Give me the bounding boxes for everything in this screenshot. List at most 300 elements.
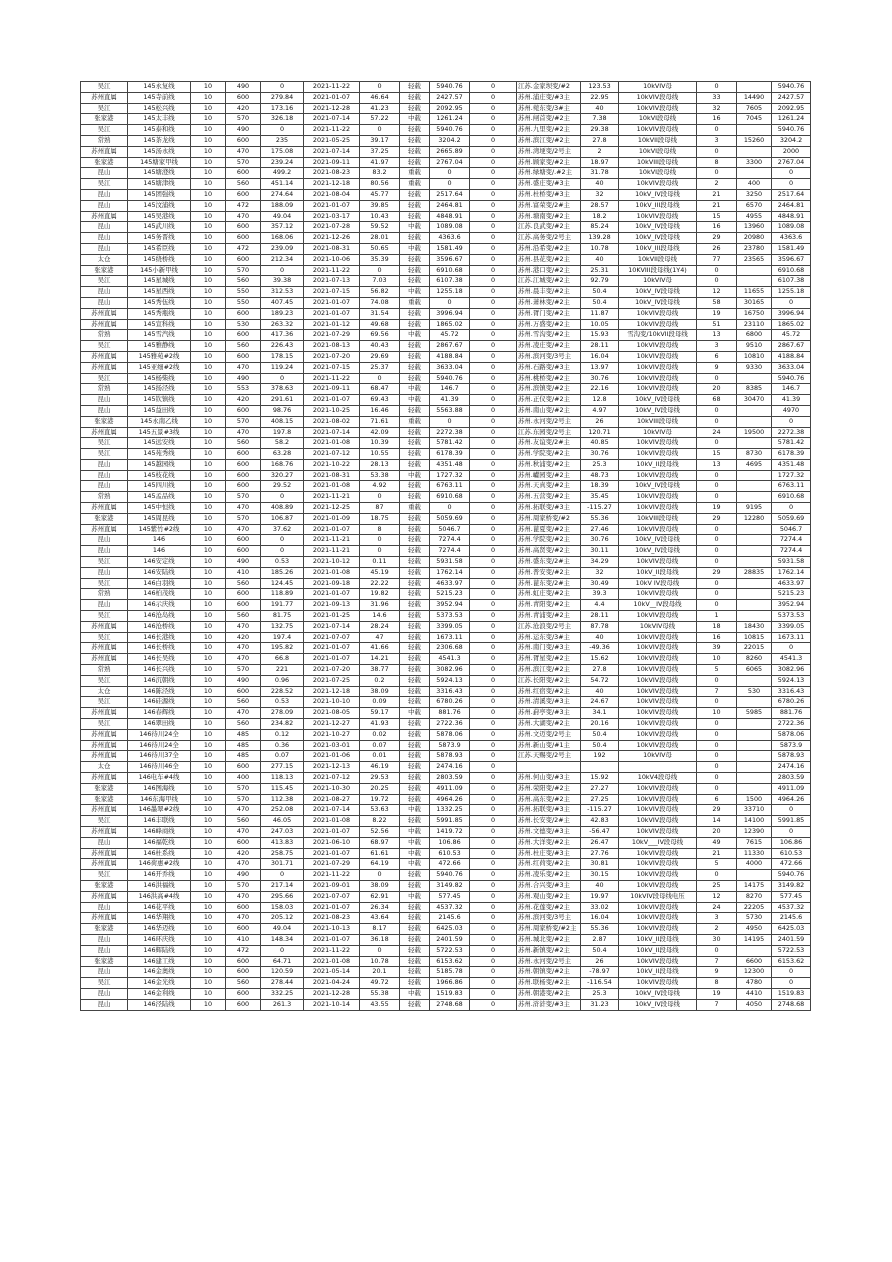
table-cell: 2 [697,179,737,190]
table-cell: 10kV_IV段母线 [619,189,697,200]
table-cell: 10kV___IV段母线 [619,837,697,848]
table-cell: 32 [581,189,619,200]
table-cell: 10kVI段母线 [619,146,697,157]
table-cell: 苏州.盛庄变/#3主 [517,179,581,190]
table-cell: 25 [697,880,737,891]
table-cell: 600 [226,902,261,913]
table-cell: 昆山 [81,222,128,233]
table-cell: 10kV_IV段母线 [619,999,697,1010]
table-cell: 2021-12-26 [304,233,360,244]
table-cell: 239.09 [261,243,304,254]
table-cell: 106.87 [261,513,304,524]
table-cell: 0 [772,503,811,514]
table-cell: 6153.62 [430,956,470,967]
table-cell: 5940.76 [772,125,811,136]
table-cell: 苏州.沿希变/#2主 [517,243,581,254]
table-cell: 560 [226,578,261,589]
table-cell: 8 [360,524,400,535]
table-cell: 400 [737,179,772,190]
table-cell: 10 [191,449,226,460]
table-cell: 0 [470,708,517,719]
table-cell: 226.43 [261,341,304,352]
table-cell: 2021-10-12 [304,557,360,568]
table-cell: 9 [697,967,737,978]
table-cell: 2021-07-07 [304,632,360,643]
table-cell: 18430 [737,621,772,632]
table-cell: 轻载 [400,449,430,460]
table-cell: 0 [470,481,517,492]
table-cell: 43.64 [360,913,400,924]
table-cell: 600 [226,967,261,978]
table-cell: 19500 [737,427,772,438]
table-cell: 32 [697,103,737,114]
table-cell: 苏州.浦庄变/#3主 [517,92,581,103]
table-cell: 30.81 [581,859,619,870]
table-cell: 10kVIV段母线 [619,524,697,535]
table-cell: 苏州.顾家变/#2主 [517,157,581,168]
table-cell [737,373,772,384]
table-row [81,254,811,265]
table-cell: 22.22 [360,578,400,589]
table-cell: 0 [470,643,517,654]
table-cell: 苏州.荣阳变/#2主 [517,783,581,794]
table-cell: 2021-11-21 [304,492,360,503]
table-cell: 苏州直属 [81,427,128,438]
table-cell: 146待川24全 [128,729,191,740]
table-cell: 6570 [737,200,772,211]
table-cell: 16 [697,114,737,125]
table-cell: 145枝花线 [128,470,191,481]
table-cell: 145团强线 [128,189,191,200]
table-cell: 145绕桥线 [128,254,191,265]
table-cell: 0 [470,999,517,1010]
table-cell: 7.38 [581,114,619,125]
table-cell: 146白羽线 [128,578,191,589]
table-cell: 10 [191,783,226,794]
table-cell: 14490 [737,92,772,103]
table-cell: 3082.96 [772,665,811,676]
table-cell: 0 [470,913,517,924]
table-cell: 46.64 [360,92,400,103]
table-cell: 轻载 [400,513,430,524]
table-cell: 2021-07-12 [304,773,360,784]
table-cell: 10 [191,924,226,935]
table-cell: 10 [191,719,226,730]
table-cell: 40 [581,686,619,697]
table-cell: 39.3 [581,589,619,600]
table-cell: 0 [360,125,400,136]
table-cell: 苏州.南山变/#2主 [517,405,581,416]
table-cell: 2021-01-08 [304,438,360,449]
table-cell: 14.21 [360,654,400,665]
table-cell: 10kVIV段母线 [619,924,697,935]
table-cell: 2021-01-07 [304,848,360,859]
table-cell: 7 [697,999,737,1010]
table-cell: 10.05 [581,319,619,330]
table-cell: 123.53 [581,82,619,93]
table-cell: 146福乾线 [128,837,191,848]
table-cell: 轻载 [400,265,430,276]
table-cell: 昆山 [81,546,128,557]
table-cell: 2.87 [581,934,619,945]
table-cell: 2464.81 [772,200,811,211]
table-cell [737,762,772,773]
table-cell: 常熟 [81,330,128,341]
table-row [81,189,811,200]
table-cell: 0 [470,254,517,265]
table-cell: 苏州.长安变/2#主 [517,816,581,827]
table-cell: 5931.58 [772,557,811,568]
table-cell: 2092.95 [430,103,470,114]
table-cell: 61.61 [360,848,400,859]
table-cell: 263.32 [261,319,304,330]
table-cell: 50.4 [581,945,619,956]
table-cell: 轻载 [400,157,430,168]
table-cell: 0 [772,297,811,308]
table-cell: 8260 [737,654,772,665]
table-row [81,837,811,848]
table-cell: 昆山 [81,902,128,913]
table-row [81,978,811,989]
table-cell: 5781.42 [430,438,470,449]
table-cell: 490 [226,82,261,93]
table-cell: 28.11 [581,611,619,622]
table-cell: 10 [191,179,226,190]
table-row [81,578,811,589]
table-row [81,114,811,125]
table-cell: 146.7 [430,384,470,395]
table-cell: 10kV__IV段母线 [619,600,697,611]
table-cell [737,578,772,589]
table-cell: 40 [581,103,619,114]
table-cell: 2021-07-12 [304,449,360,460]
table-cell: 2021-01-07 [304,902,360,913]
table-cell: 7045 [737,114,772,125]
table-cell: 2021-11-22 [304,125,360,136]
table-cell: 10kVIV段母线 [619,859,697,870]
table-cell: 0 [470,880,517,891]
table-cell: 轻载 [400,524,430,535]
table-cell: 中载 [400,287,430,298]
table-cell: 10 [191,254,226,265]
table-cell: 106.86 [430,837,470,848]
table-cell: 10 [191,578,226,589]
table-cell: 江苏.长阳变/#2主 [517,675,581,686]
table-cell: 常熟 [81,589,128,600]
table-cell: 7274.4 [430,546,470,557]
table-cell: 29 [697,233,737,244]
table-cell: 2401.59 [430,934,470,945]
table-cell: 0 [470,978,517,989]
table-cell: 0 [470,719,517,730]
table-cell: 0 [470,816,517,827]
table-cell: 19 [697,308,737,319]
table-cell: 3204.2 [772,135,811,146]
table-cell: 苏州.学院变/#2主 [517,535,581,546]
table-cell: 400 [226,773,261,784]
table-cell: 0 [470,697,517,708]
table-cell: 472.66 [430,859,470,870]
table-cell: 146墨翠#2线 [128,805,191,816]
table-cell: 7274.4 [430,535,470,546]
table-cell [737,611,772,622]
table-row [81,384,811,395]
table-cell: 0 [470,934,517,945]
table-cell: 昆山 [81,200,128,211]
table-cell: 145永复线 [128,82,191,93]
table-cell: 4363.6 [430,233,470,244]
table-row [81,967,811,978]
table-cell: 10kV_IV段母线 [619,233,697,244]
table-cell: 124.45 [261,578,304,589]
table-cell: 昆山 [81,459,128,470]
table-cell: 10 [191,870,226,881]
table-cell: 6 [697,794,737,805]
table-cell: 41.39 [430,395,470,406]
table-cell: 191.77 [261,600,304,611]
table-cell [737,470,772,481]
table-cell: 昆山 [81,988,128,999]
table-cell: 29.38 [581,125,619,136]
table-cell: 2021-01-07 [304,654,360,665]
table-cell: 32 [581,567,619,578]
table-cell: 145泰和线 [128,125,191,136]
table-cell: 0 [470,287,517,298]
table-cell: 0 [697,470,737,481]
table-cell: 10 [191,751,226,762]
table-cell: 轻载 [400,92,430,103]
table-cell: 6780.26 [430,697,470,708]
table-cell: 145希臣线 [128,243,191,254]
table-cell: 10 [191,999,226,1010]
table-cell: 25.3 [581,988,619,999]
table-cell: 145苑秀线 [128,449,191,460]
table-cell: 2021-06-10 [304,837,360,848]
table-cell: 0 [470,416,517,427]
table-cell: 0 [470,297,517,308]
table-cell: 轻载 [400,762,430,773]
table-cell: 139.28 [581,233,619,244]
table-cell: 轻载 [400,233,430,244]
table-cell: 轻载 [400,632,430,643]
table-cell: 10kVIV段母线 [619,848,697,859]
table-cell: 146待川24全 [128,740,191,751]
table-cell: 146华翔线 [128,913,191,924]
table-cell: 2021-11-22 [304,373,360,384]
table-cell: 6107.38 [430,276,470,287]
table-cell: 45.72 [772,330,811,341]
table-cell: 115.45 [261,783,304,794]
table-cell: 29.52 [261,481,304,492]
table-cell: 2092.95 [772,103,811,114]
table-cell: 10810 [737,351,772,362]
table-cell: 2748.68 [430,999,470,1010]
table-cell: 10 [697,654,737,665]
table-cell: 410 [226,567,261,578]
table-cell: 轻载 [400,945,430,956]
table-cell: 145汤永线 [128,146,191,157]
table-cell: 4541.3 [772,654,811,665]
table-cell: 10 [191,654,226,665]
table-cell: 2517.64 [430,189,470,200]
table-cell: 苏州.桃桥变/#2主 [517,373,581,384]
table-cell: 10 [191,135,226,146]
table-cell: 0 [697,125,737,136]
table-cell: 10 [191,92,226,103]
table-row [81,945,811,956]
table-cell: 145宣科线 [128,319,191,330]
table-cell: 苏州直属 [81,773,128,784]
table-cell: 145四川线 [128,481,191,492]
table-row [81,913,811,924]
table-cell: 7 [697,956,737,967]
table-cell: 10kVIV段母线 [619,211,697,222]
table-cell: 轻载 [400,308,430,319]
table-cell: 重载 [400,503,430,514]
table-cell: 10 [191,168,226,179]
table-cell: 苏州直属 [81,740,128,751]
table-cell: 56.82 [360,287,400,298]
table-cell: 0 [697,405,737,416]
table-cell: 20.16 [581,719,619,730]
table-cell: 苏州.文迈变/2号主 [517,729,581,740]
table-cell: 12 [697,287,737,298]
table-cell: 10 [191,82,226,93]
table-cell: 28835 [737,567,772,578]
table-cell: 吴江 [81,449,128,460]
table-cell: 530 [226,319,261,330]
table-cell: 279.84 [261,92,304,103]
table-cell: 39.38 [261,276,304,287]
table-cell: 轻载 [400,405,430,416]
table-cell: 0.01 [360,751,400,762]
table-cell: 600 [226,956,261,967]
table-cell: 10 [191,611,226,622]
table-cell: 10kVIV段母线 [619,384,697,395]
table-cell: 10kVIV段母线 [619,470,697,481]
table-cell: 10kV_IV段母线 [619,546,697,557]
table-cell: 31.54 [360,308,400,319]
table-cell: 轻载 [400,967,430,978]
table-cell: 6910.68 [430,265,470,276]
table-cell: 苏州.胥星变/#2主 [517,654,581,665]
table-cell: 10 [191,988,226,999]
table-cell: 10 [191,265,226,276]
table-cell [737,146,772,157]
table-cell: 10kVIV段母线 [619,449,697,460]
table-row [81,524,811,535]
table-cell: 146金光线 [128,978,191,989]
table-cell: 295.66 [261,891,304,902]
table-cell: 2021-10-25 [304,405,360,416]
table-cell: 0 [470,546,517,557]
table-cell: 2464.81 [430,200,470,211]
table-cell: 苏州.萧林变/#2主 [517,297,581,308]
table-cell: 轻载 [400,276,430,287]
table-cell: 0 [697,535,737,546]
table-cell: 10kV_IV段母线 [619,287,697,298]
table-cell: 0 [470,362,517,373]
table-cell: 27.46 [581,524,619,535]
table-cell: 0 [697,600,737,611]
table-cell: 0 [470,319,517,330]
table-cell: 3 [697,135,737,146]
table-cell: 600 [226,222,261,233]
table-cell: 146 [128,535,191,546]
table-cell: 118.13 [261,773,304,784]
table-cell: 2021-11-21 [304,546,360,557]
table-cell: 吴江 [81,697,128,708]
table-row [81,546,811,557]
table-cell: 2021-01-08 [304,816,360,827]
table-cell: 2021-12-28 [304,103,360,114]
table-cell: 15.93 [581,330,619,341]
table-cell: 64.71 [261,956,304,967]
table-cell: 10 [191,589,226,600]
table-cell: 2021-01-08 [304,956,360,967]
table-cell: 2803.59 [430,773,470,784]
table-cell: 昆山 [81,567,128,578]
table-cell: 2021-08-05 [304,708,360,719]
table-cell: 62.91 [360,891,400,902]
table-cell: 2021-10-30 [304,783,360,794]
table-cell: 0 [470,341,517,352]
table-cell [737,751,772,762]
table-cell: 188.09 [261,200,304,211]
table-cell: 0 [470,751,517,762]
table-cell: 10kV_II段母线 [619,945,697,956]
table-cell: 20.1 [360,967,400,978]
table-cell: 1673.11 [772,632,811,643]
table-cell: 0 [470,470,517,481]
table-cell [737,740,772,751]
table-cell: 昆山 [81,287,128,298]
table-cell: 408.89 [261,503,304,514]
table-cell: 68.97 [360,837,400,848]
table-cell: 312.53 [261,287,304,298]
table-cell: 277.15 [261,762,304,773]
table-cell: 120.71 [581,427,619,438]
table-cell: 31.23 [581,999,619,1010]
table-cell: 2021-07-25 [304,675,360,686]
table-cell: 173.16 [261,103,304,114]
table-cell: 1727.32 [772,470,811,481]
table-cell: 0 [470,459,517,470]
table-row [81,125,811,136]
table-cell: 10kV_II段母线 [619,459,697,470]
table-cell: 146荷惠#2线 [128,859,191,870]
table-cell: 太仓 [81,686,128,697]
table-cell: 10kVIV段母线 [619,708,697,719]
table-cell: 30.15 [581,870,619,881]
table-cell: 146硅源线 [128,697,191,708]
table-cell: 0 [360,535,400,546]
table-cell: 197.4 [261,632,304,643]
table-cell: 0 [470,82,517,93]
table-row [81,643,811,654]
table-cell: 轻载 [400,740,430,751]
table-cell: 410 [226,934,261,945]
table-cell: 10kVIV段母线 [619,632,697,643]
table-cell: 苏州.运东变/3#主 [517,632,581,643]
table-cell: 5940.76 [772,82,811,93]
table-cell: 2021-12-25 [304,503,360,514]
table-cell: 10kV_IV段母线 [619,395,697,406]
table-cell: 昆山 [81,535,128,546]
table-cell: 7274.4 [772,535,811,546]
table-cell: 0 [430,297,470,308]
table-cell: 5059.69 [772,513,811,524]
